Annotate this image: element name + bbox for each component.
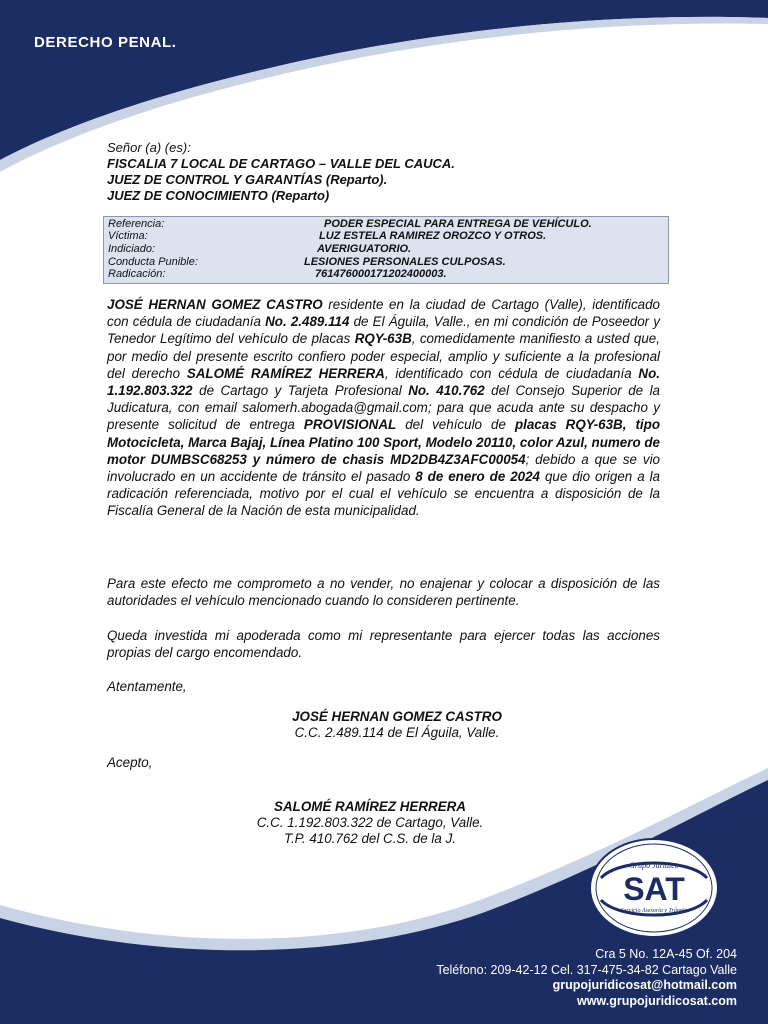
victim-value: LUZ ESTELA RAMIREZ OROZCO Y OTROS. xyxy=(319,230,547,242)
offense-label: Conducta Punible: xyxy=(108,256,198,268)
body-emphasis: placas RQY-63B, tipo Motocicleta, Marca Bajaj, Línea Platino 100 Sport, Modelo 20110, color Azul, numero de motor DUMBSC68253 y número de chasis MD2DB4Z3AFC00054 xyxy=(107,417,661,467)
signer-2-id: C.C. 1.192.803.322 de Cartago, Valle. xyxy=(256,815,484,830)
reference-box xyxy=(103,216,669,284)
signer-1-name: JOSÉ HERNAN GOMEZ CASTRO xyxy=(292,709,502,724)
body-text-segment: residente en la ciudad de Cartago (Valle), identificado con cédula de ciudadanía xyxy=(107,297,660,330)
body-text-segment: de Cartago y Tarjeta Profesional xyxy=(192,383,409,399)
body-emphasis: SALOMÉ RAMÍREZ HERRERA xyxy=(186,365,385,381)
body-text-segment: , identificado con cédula de ciudadanía xyxy=(384,365,639,381)
body-text-segment: , comedidamente manifiesto a usted que, por medio del presente escrito confiero poder especial, amplio y suficiente a la profesional del derecho xyxy=(107,331,660,381)
signer-2-name: SALOMÉ RAMÍREZ HERRERA xyxy=(274,799,466,814)
accused-label: Indiciado: xyxy=(108,243,156,255)
sat-logo xyxy=(589,838,719,938)
footer-contact xyxy=(436,947,737,1009)
closing-accept: Acepto, xyxy=(107,755,153,770)
reference-value: PODER ESPECIAL PARA ENTREGA DE VEHÍCULO. xyxy=(324,218,592,230)
body-paragraph-2: Para este efecto me comprometo a no vender, no enajenar y colocar a disposición de las autoridades el vehículo mencionado cuando lo consideren pertinente. xyxy=(107,576,660,609)
accused-value: AVERIGUATORIO. xyxy=(317,243,412,255)
body-paragraph-3: Queda investida mi apoderada como mi representante para ejercer todas las acciones propias del cargo encomendado. xyxy=(107,628,660,661)
logo-main-text: SAT xyxy=(623,871,685,907)
signer-1-id: C.C. 2.489.114 de El Águila, Valle. xyxy=(294,725,500,740)
body-text-segment: de El Águila, Valle., en mi condición de Poseedor y Tenedor Legítimo del vehículo de placas xyxy=(107,314,660,347)
closing-regards: Atentamente, xyxy=(107,679,187,694)
addressee-line-3 xyxy=(107,188,667,204)
victim-label: Víctima: xyxy=(108,230,148,242)
salutation: Señor (a) (es): xyxy=(107,140,191,155)
body-emphasis: No. 2.489.114 xyxy=(265,314,350,330)
logo-sub-text: Servicio Asesoría y Trámite xyxy=(620,908,688,914)
filing-label: Radicación: xyxy=(108,268,166,280)
addressee-line-2-rest: (Reparto). xyxy=(322,172,388,187)
body-emphasis: 8 de enero de 2024 xyxy=(415,469,540,485)
offense-value: LESIONES PERSONALES CULPOSAS. xyxy=(304,256,506,268)
body-text-segment: ; debido a que se vio involucrado en un accidente de tránsito el pasado xyxy=(107,451,660,485)
body-paragraph-1 xyxy=(107,296,660,520)
addressee-line-3-rest: (Reparto) xyxy=(267,188,330,203)
footer-phone: Teléfono: 209-42-12 Cel. 317-475-34-82 Cartago Valle xyxy=(436,962,737,977)
signer-2-tp: T.P. 410.762 del C.S. de la J. xyxy=(284,831,456,846)
body-text-segment: del Consejo Superior de la Judicatura, con email salomerh.abogada@gmail.com; para que acuda ante su despacho y presente solicitud de entrega xyxy=(107,383,661,433)
header-title: DERECHO PENAL. xyxy=(34,34,177,51)
body-text-segment: del vehículo de xyxy=(396,417,515,433)
signer-1-block xyxy=(13,709,768,741)
body-emphasis: PROVISIONAL xyxy=(303,417,397,433)
body-emphasis: RQY-63B xyxy=(354,331,412,347)
body-emphasis: JOSÉ HERNAN GOMEZ CASTRO xyxy=(107,297,323,312)
logo-top-text: Grupo Jurídico xyxy=(629,861,679,870)
footer-email-link[interactable]: grupojuridicosat@hotmail.com xyxy=(552,978,737,992)
addressee-block xyxy=(107,140,667,204)
footer-website-link[interactable]: www.grupojuridicosat.com xyxy=(577,993,737,1008)
footer-address: Cra 5 No. 12A-45 Of. 204 xyxy=(595,947,737,961)
addressee-line-1: FISCALIA 7 LOCAL DE CARTAGO – VALLE DEL CAUCA. xyxy=(107,156,455,171)
addressee-line-3-bold: JUEZ DE CONOCIMIENTO xyxy=(107,188,268,203)
filing-value: 761476000171202400003. xyxy=(315,268,447,280)
addressee-line-2 xyxy=(107,172,667,188)
reference-label: Referencia: xyxy=(108,218,165,230)
body-text-segment: que dio origen a la radicación referenciada, motivo por el cual el vehículo se encuentra a disposición de la Fiscalía General de la Nación de esta municipalidad. xyxy=(107,469,660,519)
addressee-line-2-bold: JUEZ DE CONTROL Y GARANTÍAS xyxy=(107,172,323,187)
body-emphasis: No. 410.762 xyxy=(408,383,485,399)
body-emphasis: No. 1.192.803.322 xyxy=(107,365,660,399)
